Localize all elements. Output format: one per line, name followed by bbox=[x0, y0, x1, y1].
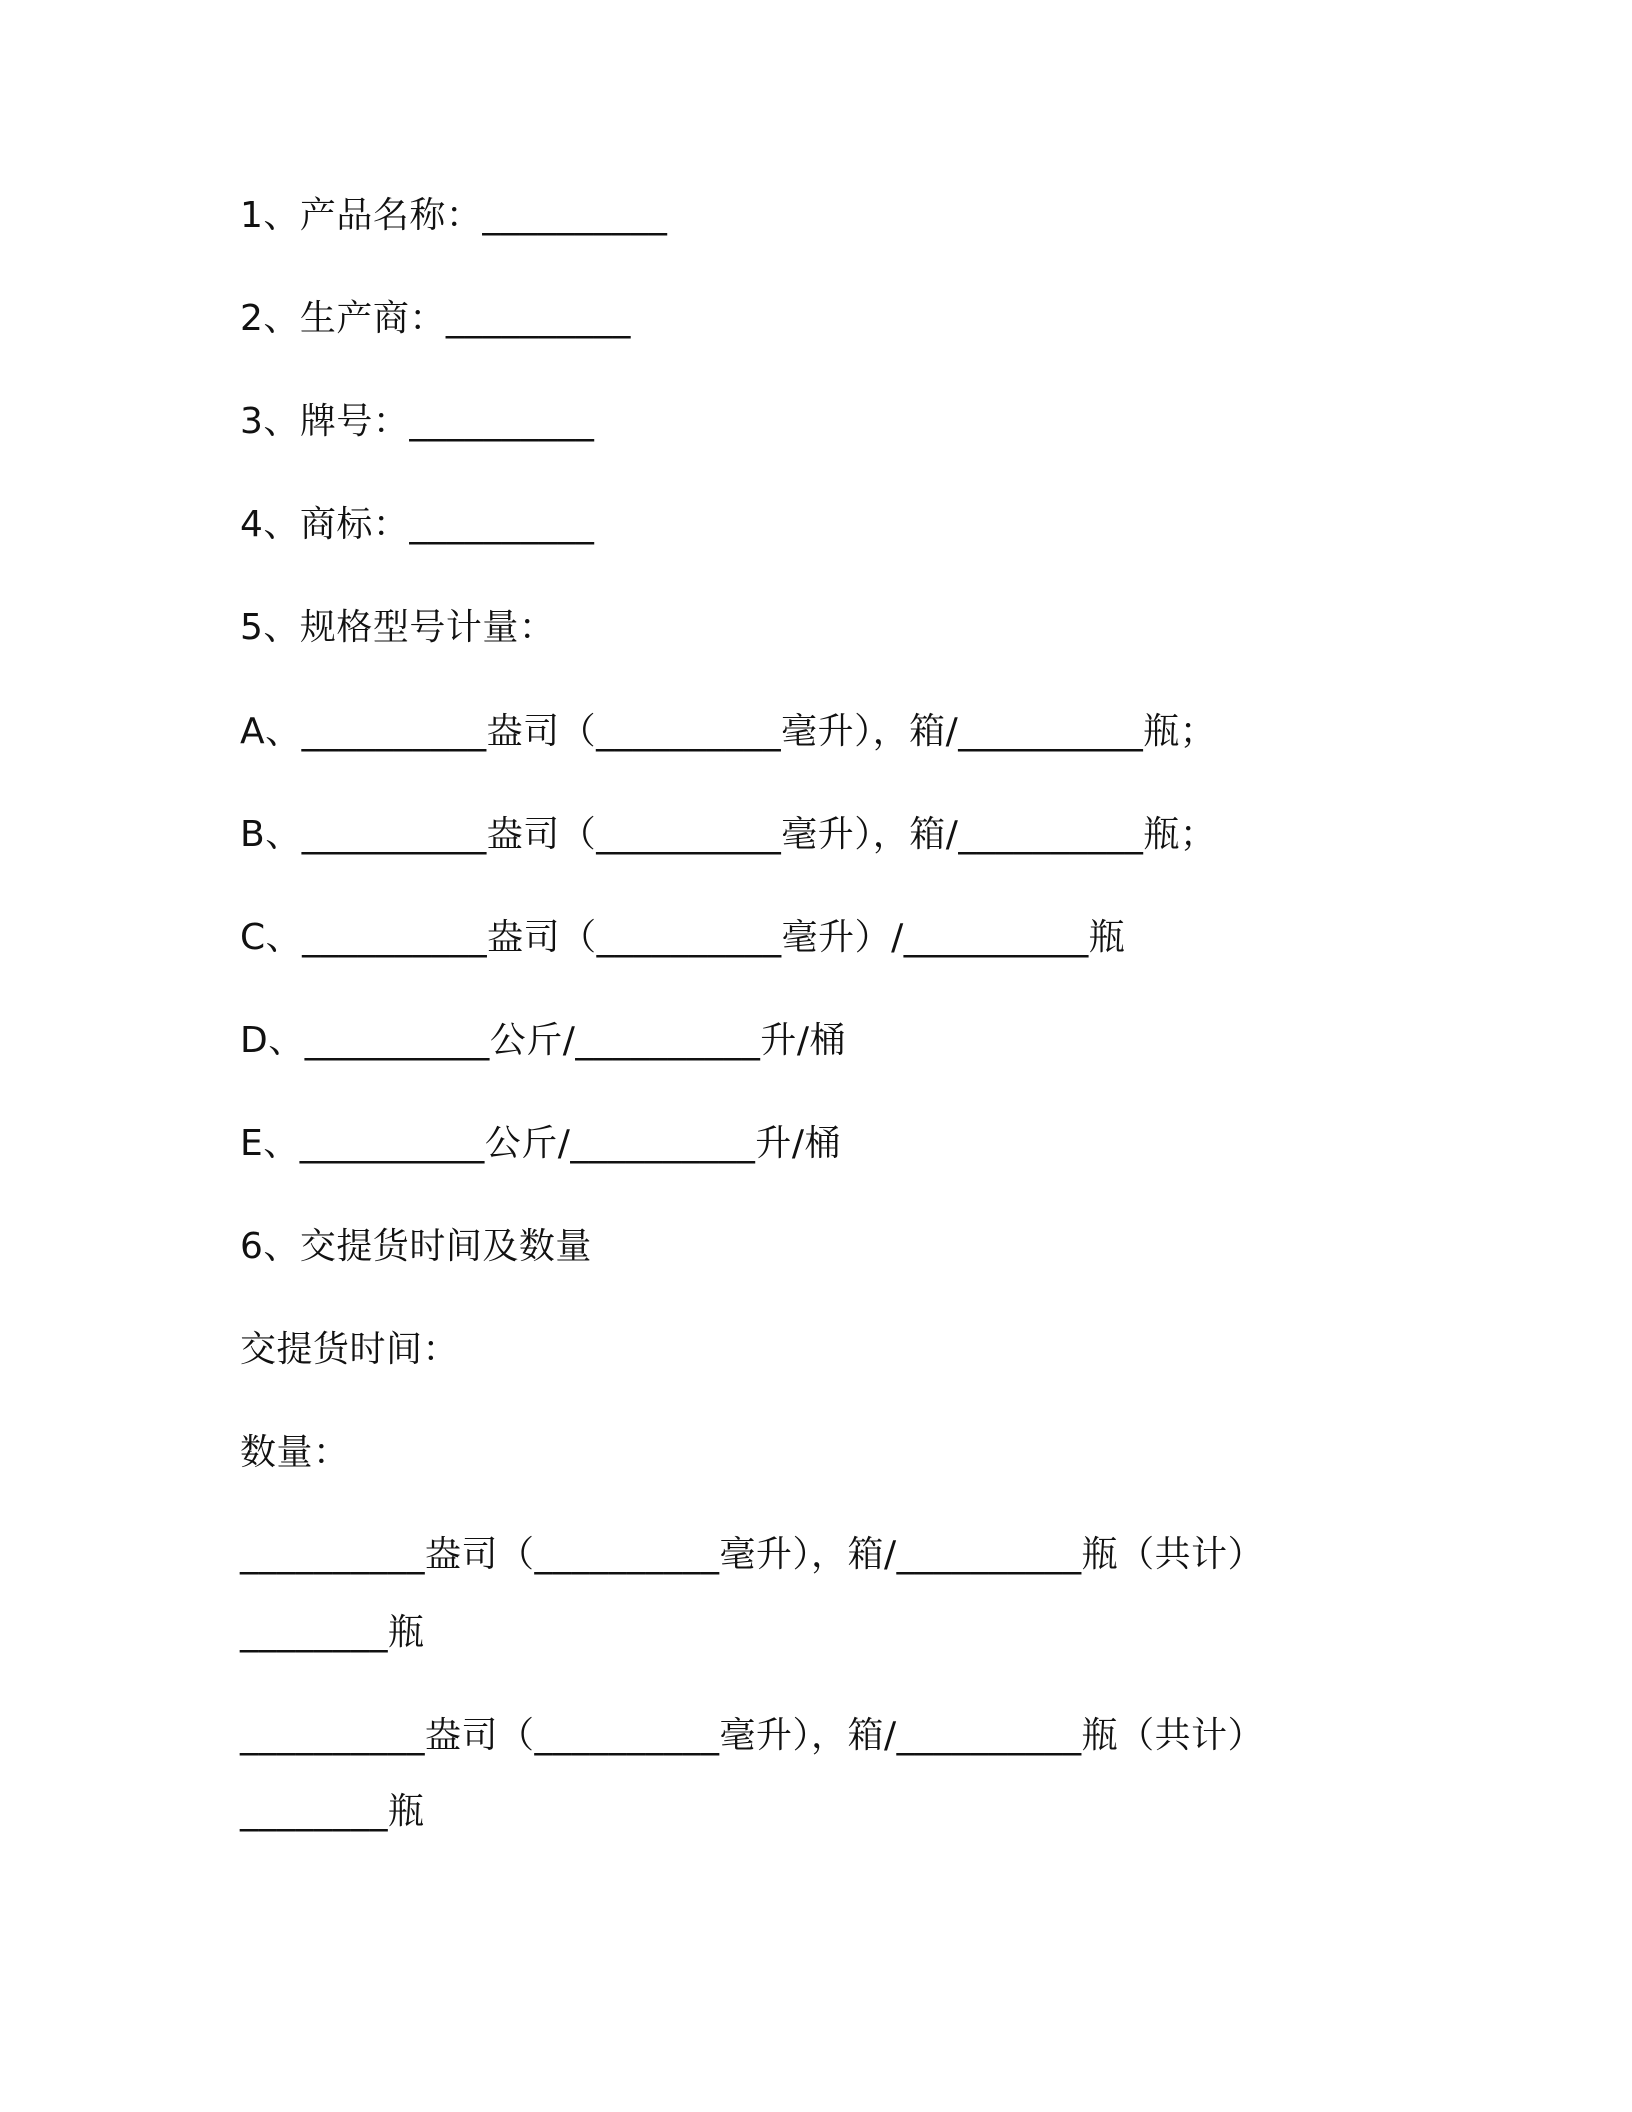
item-manufacturer: 2、生产商：__________ bbox=[240, 298, 631, 339]
item-delivery-heading: 6、交提货时间及数量 bbox=[240, 1226, 592, 1267]
spec-line-e: E、__________公斤/__________升/桶 bbox=[240, 1123, 842, 1164]
item-grade: 3、牌号：__________ bbox=[240, 401, 595, 442]
quantity-label: 数量： bbox=[240, 1432, 350, 1473]
quantity-line-2: __________盎司（__________毫升），箱/__________瓶（共计） bbox=[240, 1715, 1265, 1756]
quantity-line-2-total: ________瓶 bbox=[240, 1791, 425, 1832]
delivery-time-label: 交提货时间： bbox=[240, 1329, 460, 1370]
quantity-line-1: __________盎司（__________毫升），箱/__________瓶（共计） bbox=[240, 1534, 1265, 1575]
item-product-name: 1、产品名称：__________ bbox=[240, 195, 668, 236]
item-spec-heading: 5、规格型号计量： bbox=[240, 607, 556, 648]
spec-line-b: B、__________盎司（__________毫升），箱/__________瓶； bbox=[240, 814, 1217, 855]
spec-line-c: C、__________盎司（__________毫升）/__________瓶 bbox=[240, 917, 1126, 958]
quantity-line-1-total: ________瓶 bbox=[240, 1612, 425, 1653]
spec-line-d: D、__________公斤/__________升/桶 bbox=[240, 1020, 846, 1061]
spec-line-a: A、__________盎司（__________毫升），箱/__________瓶； bbox=[240, 711, 1217, 752]
item-trademark: 4、商标：__________ bbox=[240, 504, 595, 545]
